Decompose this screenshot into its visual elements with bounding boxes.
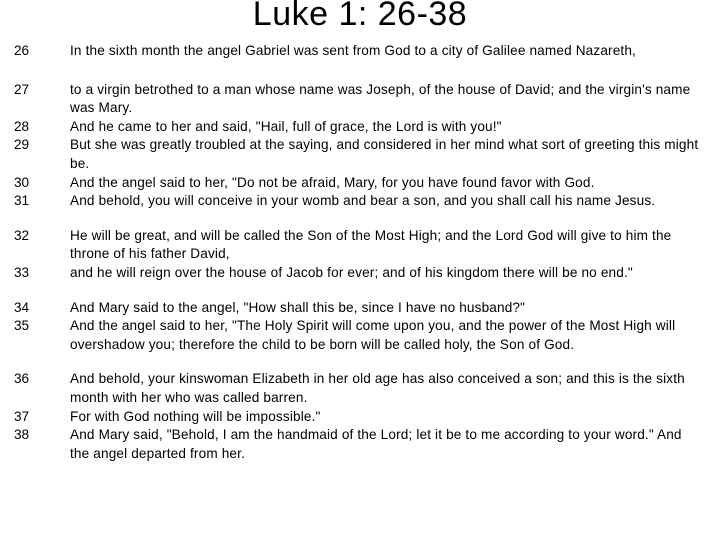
- verse-number: 32: [14, 227, 30, 243]
- verse-text: In the sixth month the angel Gabriel was sent from God to a city of Galilee named Nazareth,: [70, 43, 636, 58]
- verse-number: 37: [14, 408, 30, 424]
- verse-text: And Mary said to the angel, "How shall this be, since I have no husband?": [70, 299, 526, 315]
- verse-29: [14, 136, 704, 173]
- verse-text: But she was greatly troubled at the saying, and considered in her mind what sort of greeting this might be.: [70, 137, 699, 171]
- verse-number: 26: [14, 43, 30, 58]
- verse-text: to a virgin betrothed to a man whose name was Joseph, of the house of David; and the virgin's name was Mary.: [70, 81, 691, 116]
- verse-36: [14, 370, 704, 407]
- verse-number: 30: [14, 174, 30, 190]
- verse-26: [14, 42, 704, 61]
- verse-number: 35: [14, 318, 30, 334]
- verse-text: And Mary said, "Behold, I am the handmaid of the Lord; let it be to me according to your word." And the angel departed from her.: [70, 427, 682, 461]
- verse-37: [14, 408, 704, 427]
- verse-32: [14, 227, 704, 264]
- verse-number: 34: [14, 299, 30, 315]
- verse-text: And behold, you will conceive in your womb and bear a son, and you shall call his name Jesus.: [70, 193, 656, 209]
- verse-31: [14, 192, 704, 211]
- verse-27: [14, 81, 704, 118]
- verse-28: [14, 118, 704, 137]
- verse-list: [14, 42, 704, 463]
- verse-number: 31: [14, 193, 30, 209]
- page-title: Luke 1: 26-38: [252, 0, 468, 33]
- verse-number: 28: [14, 118, 30, 134]
- verse-33: [14, 264, 704, 283]
- verse-text: And the angel said to her, "Do not be afraid, Mary, for you have found favor with God.: [70, 174, 595, 190]
- verse-text: And he came to her and said, "Hail, full of grace, the Lord is with you!": [70, 118, 502, 134]
- verse-35: [14, 317, 704, 354]
- verse-number: 29: [14, 137, 30, 153]
- verse-text: And behold, your kinswoman Elizabeth in her old age has also conceived a son; and this is the sixth month with her who was called barren.: [70, 371, 685, 405]
- verse-34: [14, 299, 704, 318]
- verse-text: He will be great, and will be called the Son of the Most High; and the Lord God will give to him the throne of his father David,: [70, 227, 672, 262]
- verse-text: and he will reign over the house of Jacob for ever; and of his kingdom there will be no end.": [70, 264, 633, 280]
- verse-number: 38: [14, 427, 30, 443]
- verse-text: For with God nothing will be impossible.": [70, 408, 321, 424]
- verse-38: [14, 426, 704, 463]
- verse-30: [14, 174, 704, 193]
- verse-number: 33: [14, 264, 30, 280]
- verse-number: 27: [14, 81, 30, 97]
- verse-text: And the angel said to her, "The Holy Spirit will come upon you, and the power of the Most High will overshadow you; therefore the child to be born will be called holy, the Son of God.: [70, 318, 676, 352]
- verse-number: 36: [14, 371, 30, 387]
